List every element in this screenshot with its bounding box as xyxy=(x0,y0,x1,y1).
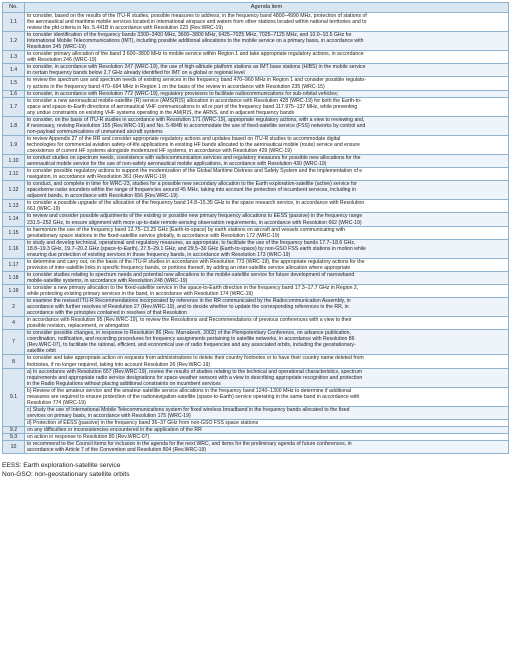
agenda-item-line: to consider possible changes, in response to Resolution 86 (Rev. Marrakesh, 2002) of the Plenipotentiary Conference, on advance publication, xyxy=(27,330,351,337)
agenda-item-line: to consider, in accordance with Resolution 247 (WRC-19), the use of high-altitude platform stations as IMT base stations (HIBS) in the mobile service xyxy=(27,64,366,71)
agenda-item-line: technologies for commercial aviation safety-of-life applications in existing HF bands allocated to the aeronautical mobile (route) service and ensure xyxy=(27,141,360,148)
agenda-item-text xyxy=(25,90,509,97)
table-row xyxy=(3,298,509,317)
agenda-number: 1.15 xyxy=(3,226,25,239)
table-row xyxy=(3,13,509,32)
agenda-item-text xyxy=(25,213,509,226)
agenda-item-text xyxy=(25,116,509,135)
table-row xyxy=(3,77,509,90)
agenda-item-text xyxy=(25,355,509,368)
table-row xyxy=(3,116,509,135)
agenda-item-line: any undue constraints on existing VHF systems operating in the AM(R)S, the ARNS, and in adjacent frequency bands xyxy=(27,109,295,116)
agenda-item-text xyxy=(25,434,509,441)
agenda-item-text xyxy=(25,97,509,116)
table-row xyxy=(3,258,509,271)
table-row xyxy=(3,427,509,434)
table-row xyxy=(3,181,509,200)
agenda-item-line: while protecting existing primary services in the band, in accordance with Resolution 174 (WRC-19) xyxy=(27,291,254,298)
agenda-number: 1.19 xyxy=(3,284,25,297)
agenda-item-line: accordance with Article 7 of the Convention and Resolution 804 (Rev.WRC-19) xyxy=(27,447,207,454)
table-row xyxy=(3,406,509,419)
agenda-item-text xyxy=(25,406,509,419)
agenda-item-line: non-payload communications of unmanned aircraft systems xyxy=(27,128,163,135)
table-header-row xyxy=(3,3,509,13)
agenda-number: 2 xyxy=(3,298,25,317)
agenda-table xyxy=(2,2,509,454)
agenda-item-text xyxy=(25,32,509,51)
agenda-item-text xyxy=(25,317,509,330)
agenda-item-line: 231.5–252 GHz, to ensure alignment with more up-to-date remote-sensing observation requirements, in accordance with Resolution 662 (WRC-19) xyxy=(27,219,362,226)
agenda-item-line: 661 (WRC-19) xyxy=(27,206,61,213)
agenda-item-line: to consider a possible upgrade of the allocation of the frequency band 14.8–15.35 GHz to the space research service, in accordance with Resolution xyxy=(27,200,365,207)
agenda-item-line: to consider a new primary allocation to the fixed-satellite service in the space-to-Earth direction in the frequency band 17.3–17.7 GHz in Region 2, xyxy=(27,284,359,291)
agenda-item-text xyxy=(25,239,509,258)
agenda-number: 1.16 xyxy=(3,239,25,258)
agenda-item-line: to consider identification of the frequency bands 3300–3400 MHz, 3600–3800 MHz, 6425–7025 MHz, 7025–7125 MHz, and 10.0–10.5 GHz for xyxy=(27,32,352,39)
agenda-item-line: to determine and carry out, on the basis of the ITU-R studies in accordance with Resolution 773 (WRC-19), the appropriate regulatory actions for the xyxy=(27,258,365,265)
agenda-item-text xyxy=(25,368,509,387)
agenda-number: 1.11 xyxy=(3,168,25,181)
agenda-item-line: space and space-to-Earth directions of aeronautical VHF communications in all or part of the frequency band 117.975–137 MHz, while preventing xyxy=(27,103,358,110)
agenda-item-line: to consider studies relating to spectrum needs and potential new allocations to the mobile-satellite service for future development of narrowband xyxy=(27,271,355,278)
agenda-item-line: coexistence of current HF systems alongside modernized HF systems, in accordance with Resolution 429 (WRC-19) xyxy=(27,147,292,154)
table-row xyxy=(3,239,509,258)
agenda-number: 1.6 xyxy=(3,90,25,97)
agenda-item-line: to study and develop technical, operational and regulatory measures, as appropriate, to facilitate the use of the frequency bands 17.7–18.6 GHz, xyxy=(27,239,356,246)
agenda-item-line: the aeronautical and maritime mobile services located in international airspace and waters from other stations located within national territories and to xyxy=(27,19,367,26)
agenda-number: 1.7 xyxy=(3,97,25,116)
agenda-number: 7 xyxy=(3,330,25,355)
agenda-item-line: in accordance with Resolution 95 (Rev.WRC-19), to review the Resolutions and Recommendations of previous conferences with a view to their xyxy=(27,317,352,324)
abbreviation-notes xyxy=(2,462,508,479)
table-row xyxy=(3,200,509,213)
agenda-item-line: on any difficulties or inconsistencies encountered in the application of the RR xyxy=(27,427,202,433)
table-row xyxy=(3,368,509,387)
agenda-item-text xyxy=(25,419,509,426)
agenda-item-text xyxy=(25,330,509,355)
agenda-number: 1.4 xyxy=(3,64,25,77)
agenda-number: 1.13 xyxy=(3,200,25,213)
agenda-item-line: possible revision, replacement, or abrogation xyxy=(27,323,130,330)
agenda-item-line: d) Protection of EESS (passive) in the frequency band 36–37 GHz from non-GSO FSS space stations xyxy=(27,419,259,426)
table-row xyxy=(3,271,509,284)
agenda-item-text xyxy=(25,441,509,454)
agenda-item-line: footnotes, if no longer required, taking into account Resolution 26 (Rev.WRC-19) xyxy=(27,361,211,368)
agenda-item-line: mobile-satellite systems, in accordance with Resolution 248 (WRC-19) xyxy=(27,277,188,284)
agenda-number: 1.3 xyxy=(3,51,25,64)
agenda-item-line: a) In accordance with Resolution 657 (Rev.WRC-19), review the results of studies relating to the technical and operational characteristics, spectrum xyxy=(27,368,363,375)
agenda-number: 8 xyxy=(3,355,25,368)
agenda-number: 1.2 xyxy=(3,32,25,51)
table-row xyxy=(3,434,509,441)
agenda-item-line: to review the spectrum use and spectrum needs of existing services in the frequency band 470–960 MHz in Region 1 and consider possible regulato- xyxy=(27,77,366,84)
table-row xyxy=(3,135,509,154)
agenda-item-line: geostationary space stations in the fixed-satellite service globally, in accordance with Resolution 172 (WRC-19) xyxy=(27,232,280,239)
agenda-item-line: to review Appendix 27 of the RR and consider appropriate regulatory actions and updates based on ITU-R studies to accommodate digital xyxy=(27,135,341,142)
table-row xyxy=(3,317,509,330)
table-row xyxy=(3,284,509,297)
agenda-number: 9.3 xyxy=(3,434,25,441)
table-row xyxy=(3,90,509,97)
agenda-item-line: ry actions in the frequency band 470–694 MHz in Region 1 on the basis of the review in accordance with Resolution 235 (WRC-15) xyxy=(27,83,325,90)
agenda-item-line: on action in response to Resolution 80 (Rev.WRC-07) xyxy=(27,434,150,441)
agenda-item-text xyxy=(25,200,509,213)
agenda-item-text xyxy=(25,226,509,239)
agenda-item-line: Resolution 774 (WRC-19) xyxy=(27,399,86,406)
table-row xyxy=(3,330,509,355)
agenda-document xyxy=(2,2,508,479)
agenda-item-line: to recommend to the Council items for inclusion in the agenda for the next WRC, and items for the preliminary agenda of future conferences, in xyxy=(27,441,352,448)
table-row xyxy=(3,387,509,406)
column-header-no: No. xyxy=(3,3,25,13)
agenda-item-text xyxy=(25,387,509,406)
agenda-item-text xyxy=(25,51,509,64)
agenda-item-line: provision of inter-satellite links in specific frequency bands, or portions thereof, by adding an inter-satellite service allocation where appropriate xyxy=(27,264,351,271)
agenda-item-line: measures are required to ensure protection of the radionavigation-satellite (space-to-Earth) service operating in the same band in accordance with xyxy=(27,393,360,400)
note-eess: EESS: Earth exploration-satellite service xyxy=(2,462,121,470)
agenda-number: 9.1 xyxy=(3,368,25,426)
agenda-item-line: c) Study the use of International Mobile Telecommunications system for fixed wireless broadband in the frequency bands allocated to the fixed xyxy=(27,406,350,413)
agenda-item-line: to examine the revised ITU-R Recommendations incorporated by reference in the RR communicated by the Radiocommunication Assembly, in xyxy=(27,298,351,305)
agenda-item-text xyxy=(25,155,509,168)
agenda-item-line: review the pfd criteria in No. 5.441B in accordance with Resolution 223 (Rev.WRC-19) xyxy=(27,25,223,32)
agenda-number: 9.2 xyxy=(3,427,25,434)
agenda-number: 1.14 xyxy=(3,213,25,226)
agenda-item-line: navigation, in accordance with Resolution 361 (Rev.WRC-19) xyxy=(27,174,167,181)
agenda-item-line: to consider, based on the results of the ITU-R studies, possible measures to address, in the frequency band 4800–4990 MHz, protection of stations of xyxy=(27,13,367,19)
table-row xyxy=(3,155,509,168)
agenda-item-line: to consider, in accordance with Resolution 772 (WRC-19), regulatory provisions to facilitate radiocommunications for sub-orbital vehicles; xyxy=(27,90,339,97)
agenda-item-line: accordance with the principles contained in resolves of that Resolution xyxy=(27,310,188,317)
agenda-item-line: to review and consider possible adjustments of the existing or possible new primary frequency allocations to EESS (passive) in the frequency range xyxy=(27,213,363,220)
table-row xyxy=(3,226,509,239)
agenda-item-text xyxy=(25,271,509,284)
agenda-item-line: spaceborne radar sounders within the range of frequencies around 45 MHz, taking into account the protection of incumbent services, including in xyxy=(27,187,356,194)
agenda-item-line: ensuring due protection of existing services in those frequency bands, in accordance with Resolution 173 (WRC-19) xyxy=(27,251,291,258)
agenda-item-text xyxy=(25,135,509,154)
agenda-item-line: in certain frequency bands below 2.7 GHz already identified for IMT on a global or regional level xyxy=(27,70,245,77)
agenda-item-line: to harmonize the use of the frequency band 12.75–13.25 GHz (Earth-to-space) by earth stations on aircraft and vessels communicating with xyxy=(27,226,346,233)
agenda-item-line: (Rev.WRC-07), to facilitate the rational, efficient, and economical use of radio frequencies and any associated orbits, including the geostationary- xyxy=(27,342,356,349)
agenda-item-line: to consider a new aeronautical mobile-satellite (R) service (AMS(R)S) allocation in accordance with Resolution 428 (WRC-19) for both the Earth-to- xyxy=(27,97,362,104)
agenda-number: 1.5 xyxy=(3,77,25,90)
table-row xyxy=(3,355,509,368)
agenda-item-line: to consider primary allocation of the band 3 600–3800 MHz to mobile service within Region 1 and take appropriate regulatory actions, in accordance xyxy=(27,51,364,58)
agenda-item-text xyxy=(25,77,509,90)
table-row xyxy=(3,419,509,426)
agenda-number: 10 xyxy=(3,441,25,454)
agenda-item-line: with Resolution 246 (WRC-19) xyxy=(27,57,97,64)
table-row xyxy=(3,213,509,226)
agenda-item-line: if necessary, revising Resolution 155 (Rev.WRC-19) and No. 5.484B to accommodate the use of fixed-satellite service (FSS) networks by control and xyxy=(27,122,366,129)
agenda-item-text xyxy=(25,298,509,317)
agenda-item-line: satellite orbit xyxy=(27,348,56,355)
agenda-item-line: b) Review of the amateur service and the amateur-satellite service allocations in the frequency band 1240–1300 MHz to determine if additional xyxy=(27,387,352,394)
agenda-number: 4 xyxy=(3,317,25,330)
agenda-item-text xyxy=(25,284,509,297)
agenda-item-line: to consider possible regulatory actions to support the modernization of the Global Maritime Distress and Safety System and the implementation of e xyxy=(27,168,363,175)
agenda-item-line: aeronautical mobile service for the use of non-safety aeronautical mobile applications, in accordance with Resolution 430 (WRC-19) xyxy=(27,161,327,168)
table-row xyxy=(3,64,509,77)
agenda-item-text xyxy=(25,64,509,77)
agenda-number: 1.1 xyxy=(3,13,25,32)
table-row xyxy=(3,32,509,51)
agenda-number: 1.8 xyxy=(3,116,25,135)
agenda-number: 1.18 xyxy=(3,271,25,284)
agenda-item-text xyxy=(25,427,509,434)
agenda-item-text xyxy=(25,181,509,200)
agenda-item-line: in the Radio Regulations without placing additional constraints on incumbent services xyxy=(27,380,221,387)
agenda-item-line: adjacent bands, in accordance with Resolution 656 (Rev.WRC-19) xyxy=(27,193,178,200)
agenda-number: 1.17 xyxy=(3,258,25,271)
agenda-item-line: coordination, notification, and recording procedures for frequency assignments pertaining to satellite networks, in accordance with Resolution 86 xyxy=(27,336,355,343)
agenda-item-line: to conduct, and complete in time for WRC-23, studies for a possible new secondary allocation to the Earth exploration-satellite (active) service for xyxy=(27,181,358,188)
agenda-item-line: International Mobile Telecommunications (IMT), including possible additional allocations to the mobile service on a primary basis, in accordance with xyxy=(27,38,364,45)
agenda-item-line: requirements and appropriate radio service designations for space weather sensors with a view to describing appropriate recognition and protection xyxy=(27,374,363,381)
agenda-item-line: to consider, on the basis of ITU-R studies in accordance with Resolution 171 (WRC-19), appropriate regulatory actions, with a view to reviewing and, xyxy=(27,116,365,123)
agenda-number: 1.9 xyxy=(3,135,25,154)
table-row xyxy=(3,51,509,64)
agenda-item-text xyxy=(25,258,509,271)
agenda-number: 1.10 xyxy=(3,155,25,168)
agenda-table-body xyxy=(3,13,509,454)
agenda-item-line: to consider and take appropriate action on requests from administrations to delete their country footnotes or to have their country name deleted from xyxy=(27,355,364,362)
agenda-item-line: services on primary basis, in accordance with Resolution 175 (WRC-19) xyxy=(27,412,191,419)
note-non-gso: Non-GSO: non-geostationary satellite orbits xyxy=(2,470,130,478)
agenda-item-line: accordance with further resolves of Resolution 27 (Rev.WRC-19), and to decide whether to update the corresponding references in the RR, in xyxy=(27,304,349,311)
agenda-item-text xyxy=(25,168,509,181)
agenda-item-text xyxy=(25,13,509,32)
column-header-agenda-item: Agenda item xyxy=(25,3,509,13)
agenda-number: 1.12 xyxy=(3,181,25,200)
agenda-item-line: Resolution 245 (WRC-19) xyxy=(27,44,86,51)
table-row xyxy=(3,441,509,454)
table-row xyxy=(3,168,509,181)
table-row xyxy=(3,97,509,116)
agenda-item-line: 18.8–19.3 GHz, 19.7–20.2 GHz (space-to-Earth), 27.5–29.1 GHz, and 29.5–30 GHz (Earth-to-space) by non-GSO FSS earth stations in motion while xyxy=(27,245,366,252)
agenda-item-line: to conduct studies on spectrum needs, coexistence with radiocommunication services and regulatory measures for possible new allocations for the xyxy=(27,155,361,162)
